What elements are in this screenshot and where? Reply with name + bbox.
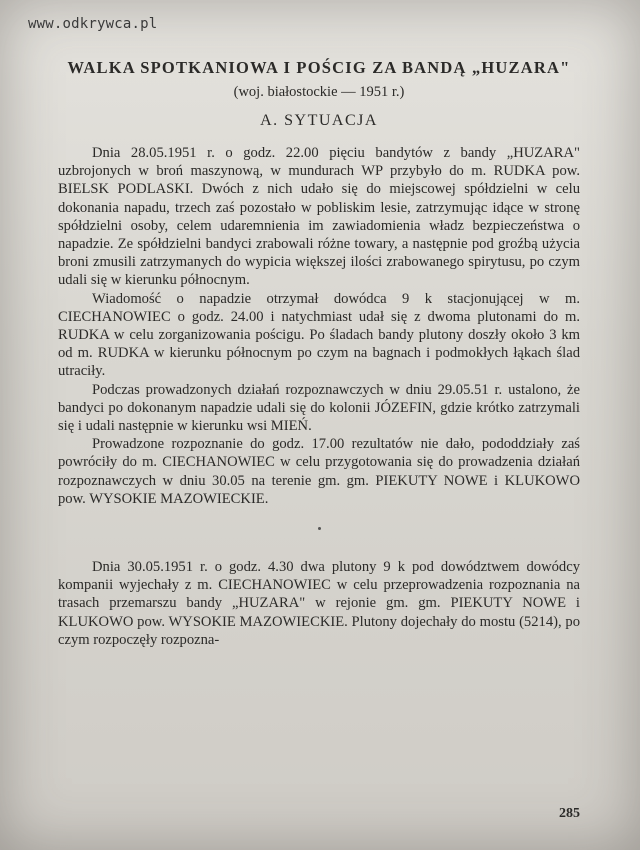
divider-dot [318, 527, 321, 530]
paragraph-1: Dnia 28.05.1951 r. o godz. 22.00 pięciu bandytów z bandy „HUZARA" uzbrojonych w broń maszynową, w mundurach WP przybyło do m. RUDKA pow. BIELSK PODLASKI. Dwóch z nich udało się do miejscowej spółdzielni w celu dokonania napadu, trzech zaś pozostało w pobliskim lesie, zatrzymując idące w stronę spółdzielni osoby, celem udaremnienia im zawiadomienia władz bezpieczeństwa o napadzie. Ze spółdzielni bandyci zrabowali różne towary, a następnie pod groźbą użycia broni zmusili zatrzymanych do wypicia większej ilości zrabowanego spirytusu, po czym udali się w kierunku północnym. [58, 145, 580, 289]
book-page [58, 58, 580, 649]
section-heading: A. SYTUACJA [260, 112, 378, 129]
next-section-body [58, 558, 580, 649]
watermark: www.odkrywca.pl [28, 16, 158, 32]
paragraph-3: Podczas prowadzonych działań rozpoznawczych w dniu 29.05.51 r. ustalono, że bandyci po dokonanym napadzie udali się do kolonii JÓZEFIN, gdzie krótko zatrzymali się i udali następnie w kierunku wsi MIEŃ. [58, 381, 580, 435]
paragraph-2: Wiadomość o napadzie otrzymał dowódca 9 k stacjonującej w m. CIECHANOWIEC o godz. 24.00 i natychmiast udał się z dwoma plutonami do m. RUDKA w celu zorganizowania pościgu. Po śladach bandy plutony doszły około 3 km od m. RUDKA w kierunku północnym po czym na bagnach i podmokłych łąkach ślad utraciły. [58, 290, 580, 380]
page-subtitle: (woj. białostockie — 1951 r.) [233, 84, 405, 100]
section-divider [58, 508, 580, 548]
paragraph-5: Dnia 30.05.1951 r. o godz. 4.30 dwa plutony 9 k pod dowództwem dowódcy kompanii wyjechały z m. CIECHANOWIEC w celu przeprowadzenia rozpoznania na trasach przemarszu bandy „HUZARA" w rejonie gm. gm. PIEKUTY NOWE i KLUKOWO pow. WYSOKIE MAZOWIECKIE. Plutony dojechały do mostu (5214), po czym rozpoczęły rozpozna- [58, 559, 580, 648]
section-body [58, 144, 580, 508]
paragraph-4: Prowadzone rozpoznanie do godz. 17.00 rezultatów nie dało, pododdziały zaś powróciły do m. CIECHANOWIEC w celu przygotowania się do prowadzenia działań rozpoznawczych w dniu 30.05 na terenie gm. gm. PIEKUTY NOWE i KLUKOWO pow. WYSOKIE MAZOWIECKIE. [58, 436, 580, 507]
page-number: 285 [559, 806, 580, 821]
page-title: WALKA SPOTKANIOWA I POŚCIG ZA BANDĄ „HUZARA" [67, 58, 571, 77]
